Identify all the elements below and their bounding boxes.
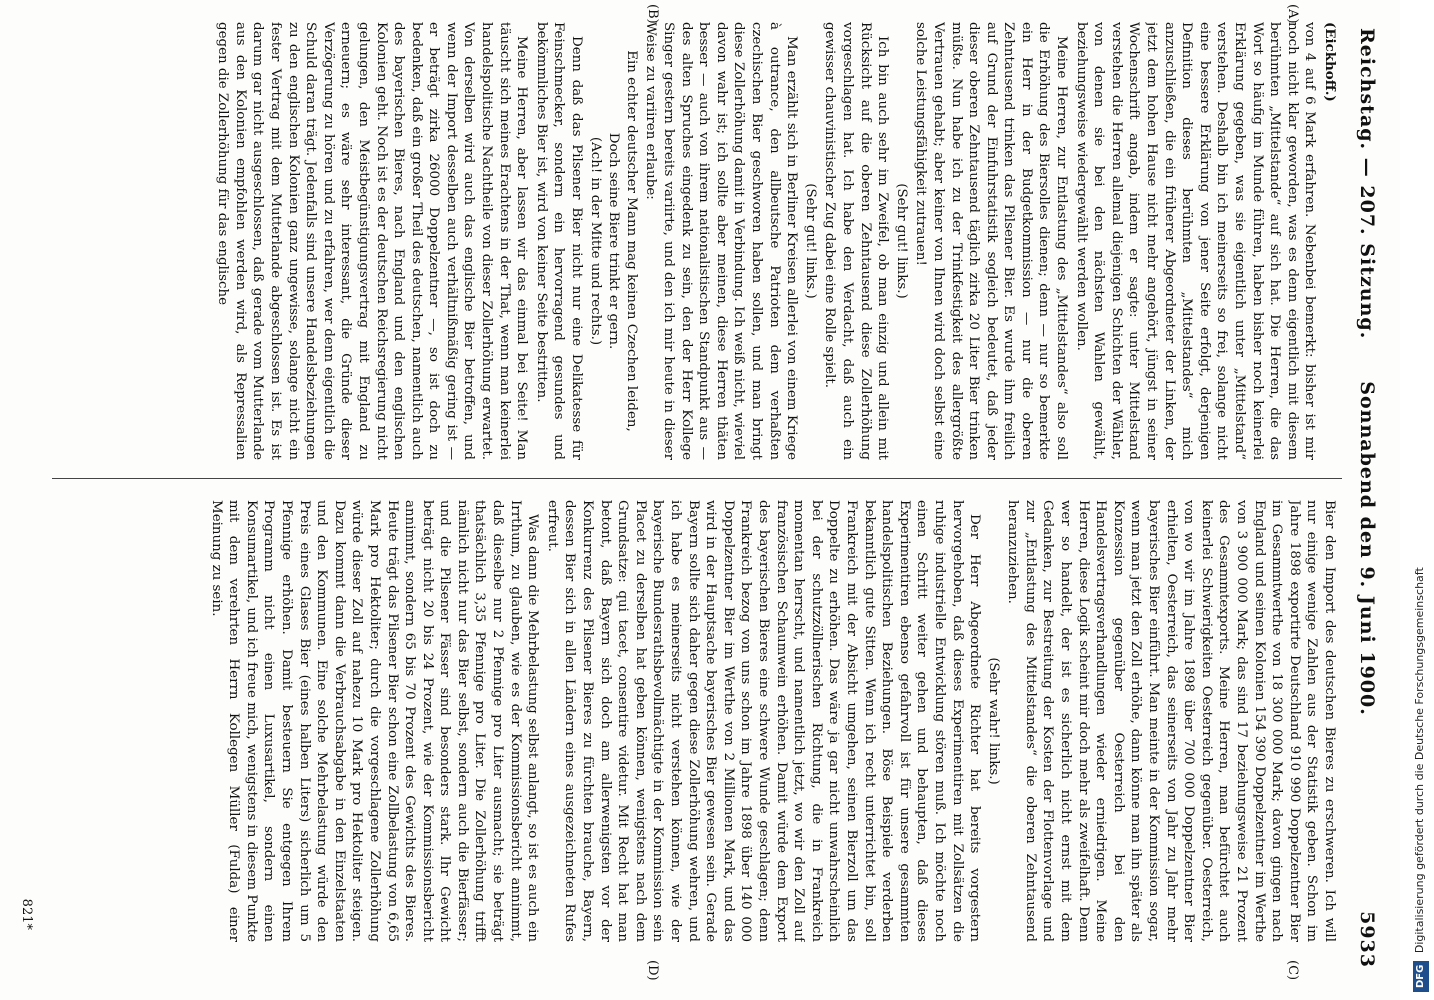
right-paragraph: Der Herr Abgeordnete Richter hat bereits vorgestern hervorgehoben, daß dieses Experimentiren mit Zollsätzen die ruhige industrielle Entwicklung stören muß. Ich möchte noch einen Schritt weiter gehen und behaupten, daß dieses Experimentiren ebenso gefahrvoll ist für unsere gesammten handelspolitischen Beziehungen. Böse Beispiele verderben bekanntlich gute Sitten. Wenn ich recht unterrichtet bin, soll Frankreich mit der Absicht umgehen, seinen Bierzoll um das Doppelte zu erhöhen. Das wäre ja gar nicht unwahrscheinlich bei der schutzzöllnerischen Richtung, die in Frankreich momentan herrscht, und namentlich jetzt, wo wir den Zoll auf französischen Schaumwein erhöhen. Damit würde dem Export des bayerischen Bieres eine schwere Wunde geschlagen; denn Frankreich bezog von uns schon im Jahre 1898 über 140 000 Doppelzentner Bier im Werthe von 2 Millionen Mark, und das wird in der Hauptsache bayerisches Bier gewesen sein. Gerade Bayern sollte sich daher gegen diese Zollerhöhung wehren, und ich habe es meinerseits nicht verstehen können, wie der bayerische Bundesrathsbevollmächtigte in der Kommission sein Placet zu derselben hat geben können, wenigstens nach dem Grundsatze: qui tacet, consentire videtur. Mit Recht hat man betont, daß Bayern sich doch am allerwenigsten vor der Konkurrenz des Pilsener Bieres zu fürchten brauche, Bayern, dessen Bier sich in allen Ländern eines ausgezeichneten Rufes erfreut. bbox=[544, 500, 983, 942]
interjection: (Ach! in der Mitte und rechts.) bbox=[587, 136, 603, 346]
left-paragraph: Meine Herren, zur Entlastung des „Mittelstandes“ also soll die Erhöhung des Biersolles dienen; denn — nur so bemerkte ein Herr in der Budgetkommission — nur die oberen Zehntausend trinken das Pilsener Bier. Es wurde ihm freilich auf Grund der Einfuhrstatistik sogleich bedeutet, daß jeder dieser oberen Zehntausend täglich zirka 20 Liter Bier trinken müßte. Nun habe ich zu der Trinkfestigkeit des allergrößte Vertrauen gehabt; aber keiner von Ihnen wird doch selbst eine solche Leistungsfähigkeit zutrauen! bbox=[913, 22, 1070, 460]
header-left-title: Reichstag. — 207. Sitzung. bbox=[1356, 28, 1378, 340]
margin-marker-c: (C) bbox=[1285, 960, 1300, 981]
column-divider bbox=[52, 478, 1342, 479]
left-paragraph: Man erzählt sich in Berliner Kreisen allerlei von einem Kriege à outrance, den allbeutsche Patrioten dem verhaßten czechischen Bier geschworen haben sollen, und man bringt diese Zollerhöhung damit in Verbindung. Ich weiß nicht, wieviel davon wahr ist; ich sollte aber meinen, diese Herren thäten besser — auch von ihrem nationalistischen Standpunkt aus — des alten Spruches eingedenk zu sein, den der Herr Kollege Singer gestern bereits variirte, und den ich mir heute in dieser Weise zu variiren erlaube: bbox=[643, 22, 800, 460]
sheet-number: 821* bbox=[19, 898, 34, 930]
speaker-name: (Eickhoff.) bbox=[1322, 22, 1338, 102]
verse-line: Doch seine Biere trinkt er gern. bbox=[606, 132, 622, 350]
left-paragraph: Ich bin auch sehr im Zweifel, ob man einzig und allein mit Rücksicht auf die oberen Zehntausend diese Zollerhöhung vorgeschlagen hat. Ich habe den Verdacht, daß auch ein gewisser chauvinistischer Zug dabei eine Rolle spielt. bbox=[822, 22, 891, 460]
interjection: (Sehr wahr! links.) bbox=[985, 657, 1001, 785]
left-paragraph: Denn daß das Pilsener Bier nicht nur eine Delikatesse für Feinschmecker, sondern ein hervorragend gesundes und bekömmliches Bier ist, wird von keiner Seite bestritten. bbox=[533, 22, 585, 460]
page-header bbox=[1348, 18, 1384, 982]
margin-marker-a: (A) bbox=[1285, 4, 1300, 24]
left-paragraph: von 4 auf 6 Mark erfahren. Nebenbei bemerkt: bisher ist mir noch nicht klar geworden, was es denn eigentlich mit diesem berühmten „Mittelstande“ auf sich hat. Die Herren, die das Wort so häufig im Munde führen, haben bisher noch keinerlei Erklärung gegeben, was sie eigentlich unter „Mittelstand“ verstehen. Deshalb bin ich meinerseits so frei, solange nicht eine bessere Erklärung von jener Seite erfolgt, derjenigen Definition dieses berühmten „Mittelstandes“ mich anzuschließen, die ein früherer Abgeordneter der Linken, der jetzt dem hohen Hause nicht mehr angehört, jüngst in seiner Wochenschrift angab, indem er sagte: unter Mittelstand verstehen die Herren allemal diejenigen Schichten der Wähler, von denen sie bei den nächsten Wahlen gewählt, beziehungsweise wiedergewählt werden wollen. bbox=[1073, 22, 1318, 460]
interjection: (Sehr gut! links.) bbox=[802, 183, 818, 299]
header-date: Sonnabend den 9. Juni 1900. bbox=[1356, 381, 1378, 716]
left-column bbox=[38, 22, 1338, 460]
right-paragraph: Was dann die Mehrbelastung selbst anlangt, so ist es auch ein Irrthum, zu glauben, wie es der Kommissionsbericht annimmt, daß dieselbe nur 2 Pfennige pro Liter ausmacht; sie beträgt thatsächlich 3,35 Pfennige pro Liter. Die Zollerhöhung trifft nämlich nicht nur das Bier selbst, sondern auch die Bierfässer; und die Pilsener Fässer sind besonders stark. Ihr Gewicht beträgt nicht 20 bis 24 Prozent, wie der Kommissionsbericht annimmt, sondern 65 bis 70 Prozent des Gewichts des Bieres. Heute trägt das Pilsener Bier schon eine Zollbelastung von 6,65 Mark pro Hektoliter; durch die vorgeschlagene Zollerhöhung würde dieser Zoll auf nahezu 10 Mark pro Hektoliter steigen. Dazu kommt dann die Verbrauchsabgabe in den Einzelstaaten und den Kommunen. Eine solche Mehrbelastung würde den Preis eines Glases Bier (eines halben Liters) sicherlich um 5 Pfennige erhöhen. Damit besteuern Sie entgegen Ihrem Programm nicht einen Luxusartikel, sondern einen Konsumartikel, und ich freue mich, wenigstens in diesem Punkte mit dem verehrten Herrn Kollegen Müller (Fulda) einer Meinung zu sein. bbox=[208, 500, 541, 942]
margin-marker-d: (D) bbox=[645, 960, 660, 981]
digitization-credit bbox=[1408, 8, 1432, 992]
right-column bbox=[38, 500, 1338, 942]
dfg-logo: DFG bbox=[1413, 961, 1429, 992]
left-paragraph: Meine Herren, aber lassen wir das einmal bei Seite! Man täuscht sich meines Erachtens in der That, wenn man keinerlei handelspolitische Nachtheile von dieser Zollerhöhung erwartet. Von derselben wird auch das englische Bier betroffen, und wenn der Import desselben auch verhältnißmäßig gering ist — er beträgt zirka 26000 Doppelzentner —, so ist doch zu bedenken, daß ein großer Theil des deutschen, namentlich auch des bayerischen Bieres, nach England und den englischen Kolonien geht. Noch ist es der deutschen Reichsregierung nicht gelungen, den Meistbegünstigungsvertrag mit England zu erneuern; es wäre sehr interessant, die Gründe dieser Verzögerung zu hören und zu erfahren, wer denn eigentlich die Schuld daran trägt. Jedenfalls sind unsere Handelsbeziehungen zu den englischen Kolonien ganz ungewisse, solange nicht ein fester Vertrag mit dem Mutterlande abgeschlossen ist. Es ist darum gar nicht ausgeschlossen, daß gerade vom Mutterlande aus den Kolonien empfohlen werden wird, als Repressalien gegen die Zollerhöhung für das englische bbox=[215, 22, 530, 460]
page-number: 5933 bbox=[1356, 911, 1378, 968]
interjection: (Sehr gut! links.) bbox=[893, 183, 909, 299]
verse-line: Ein echter deutscher Mann mag keinen Czechen leiden, bbox=[623, 50, 639, 432]
margin-marker-b: (B) bbox=[645, 4, 660, 24]
header-right-title bbox=[1356, 381, 1378, 968]
digitization-credit-text: Digitalisierung gefördert durch die Deutsche Forschungsgemeinschaft bbox=[1413, 567, 1426, 954]
right-paragraph: Bier den Import des deutschen Bieres zu erschweren. Ich will nur einige wenige Zahlen aus der Statistik geben. Schon im Jahre 1898 exportirte Deutschland 910 990 Doppelzentner Bier im Gesammtwerthe von 18 300 000 Mark; davon gingen nach England und seinen Kolonien 154 390 Doppelzentner im Werthe von 3 900 000 Mark; das sind 17 beziehungsweise 21 Prozent des Gesammtexports. Meine Herren, man befürchtet auch keinerlei Schwierigkeiten Oesterreich gegenüber. Oesterreich, von wo wir im Jahre 1898 über 700 000 Doppelzentner Bier erhielten, Oesterreich, das seinerseits von Jahr zu Jahr mehr bayerisches Bier einführt. Man meinte in der Kommission sogar, wenn man jetzt den Zoll erhöhe, dann könne man ihn später als Konzession gegenüber Oesterreich bei den Handelsvertragsverhandlungen wieder erniedrigen. Meine Herren, diese Logik scheint mir doch mehr als zweifelhaft. Denn wer so handelt, der ist es sicherlich nicht ernst mit dem Gedanken, zur Bestreitung der Kosten der Flottenvorlage und zur „Entlastung des Mittelstandes“ die oberen Zehntausend heranzuziehen. bbox=[1005, 500, 1337, 942]
